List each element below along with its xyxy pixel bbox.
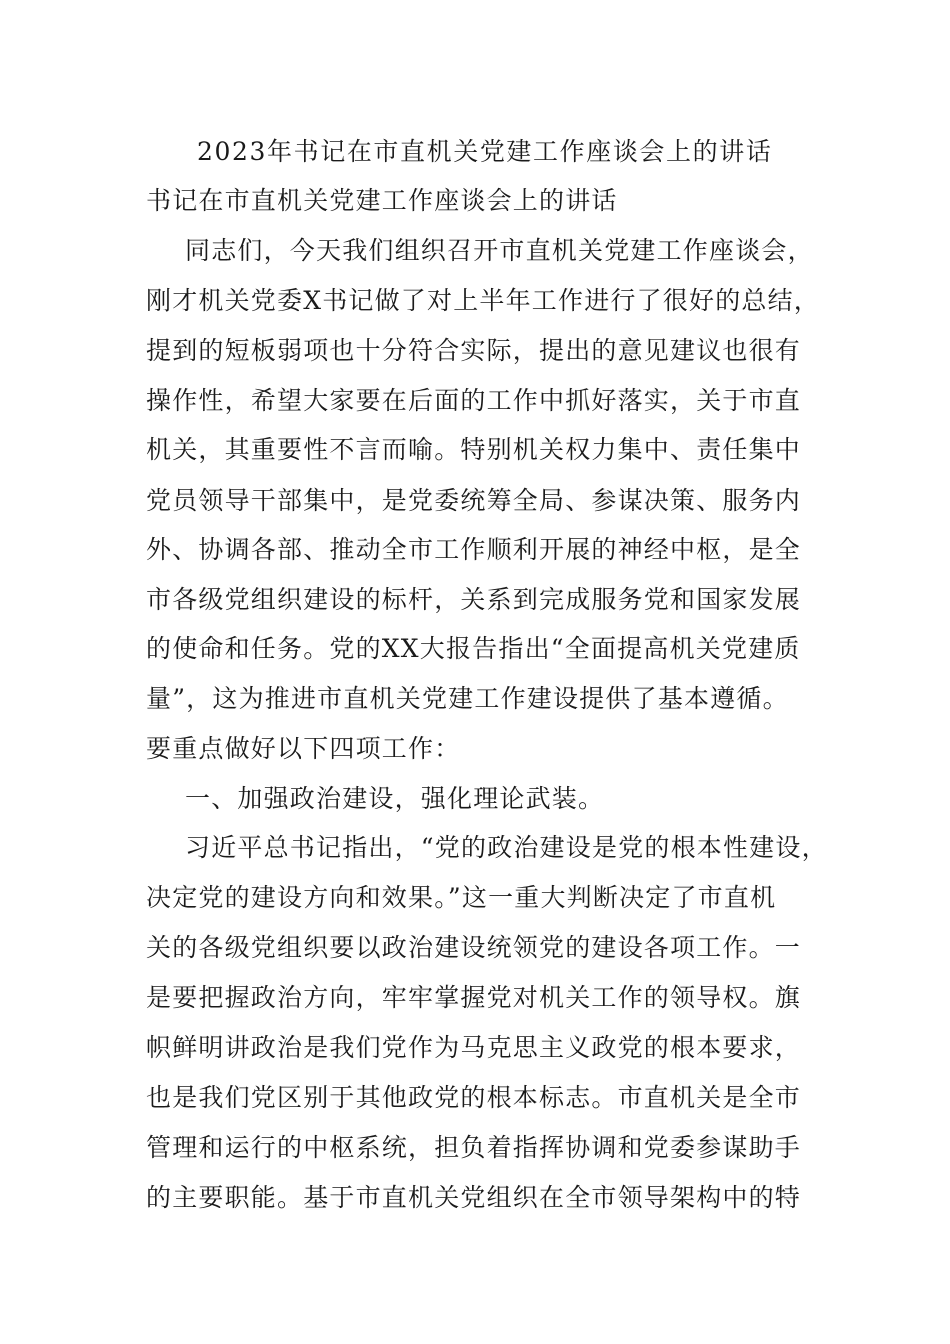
paragraph-line: 决定党的建设方向和效果。”这一重大判断决定了市直机 [146, 883, 777, 912]
paragraph-line: 市各级党组织建设的标杆，关系到完成服务党和国家发展 [146, 585, 802, 614]
document-title: 2023年书记在市直机关党建工作座谈会上的讲话 [197, 137, 773, 166]
paragraph-line: 量”，这为推进市直机关党建工作建设提供了基本遵循。 [146, 684, 789, 713]
paragraph-line: 刚才机关党委X书记做了对上半年工作进行了很好的总结， [146, 286, 821, 315]
document-subtitle: 书记在市直机关党建工作座谈会上的讲话 [146, 186, 618, 215]
paragraph-line: 管理和运行的中枢系统，担负着指挥协调和党委参谋助手 [146, 1133, 802, 1162]
paragraph-line: 外、协调各部、推动全市工作顺利开展的神经中枢，是全 [146, 535, 802, 564]
paragraph-line: 的主要职能。基于市直机关党组织在全市领导架构中的特 [146, 1183, 802, 1212]
paragraph-line: 的使命和任务。党的XX大报告指出“全面提高机关党建质 [146, 634, 801, 663]
paragraph-line: 党员领导干部集中，是党委统筹全局、参谋决策、服务内 [146, 486, 802, 515]
paragraph-line: 要重点做好以下四项工作： [146, 734, 461, 763]
paragraph-line: 操作性，希望大家要在后面的工作中抓好落实，关于市直 [146, 386, 802, 415]
paragraph-line: 帜鲜明讲政治是我们党作为马克思主义政党的根本要求， [146, 1033, 802, 1062]
paragraph-line: 提到的短板弱项也十分符合实际，提出的意见建议也很有 [146, 336, 802, 365]
paragraph-line: 习近平总书记指出，“党的政治建设是党的根本性建设， [185, 833, 828, 862]
section-heading: 一、加强政治建设，强化理论武装。 [185, 784, 605, 813]
paragraph-line: 是要把握政治方向，牢牢掌握党对机关工作的领导权。旗 [146, 983, 802, 1012]
paragraph-line: 关的各级党组织要以政治建设统领党的建设各项工作。一 [146, 933, 802, 962]
paragraph-line: 机关，其重要性不言而喻。特别机关权力集中、责任集中 [146, 435, 802, 464]
paragraph-line: 同志们，今天我们组织召开市直机关党建工作座谈会， [185, 236, 814, 265]
paragraph-line: 也是我们党区别于其他政党的根本标志。市直机关是全市 [146, 1083, 802, 1112]
